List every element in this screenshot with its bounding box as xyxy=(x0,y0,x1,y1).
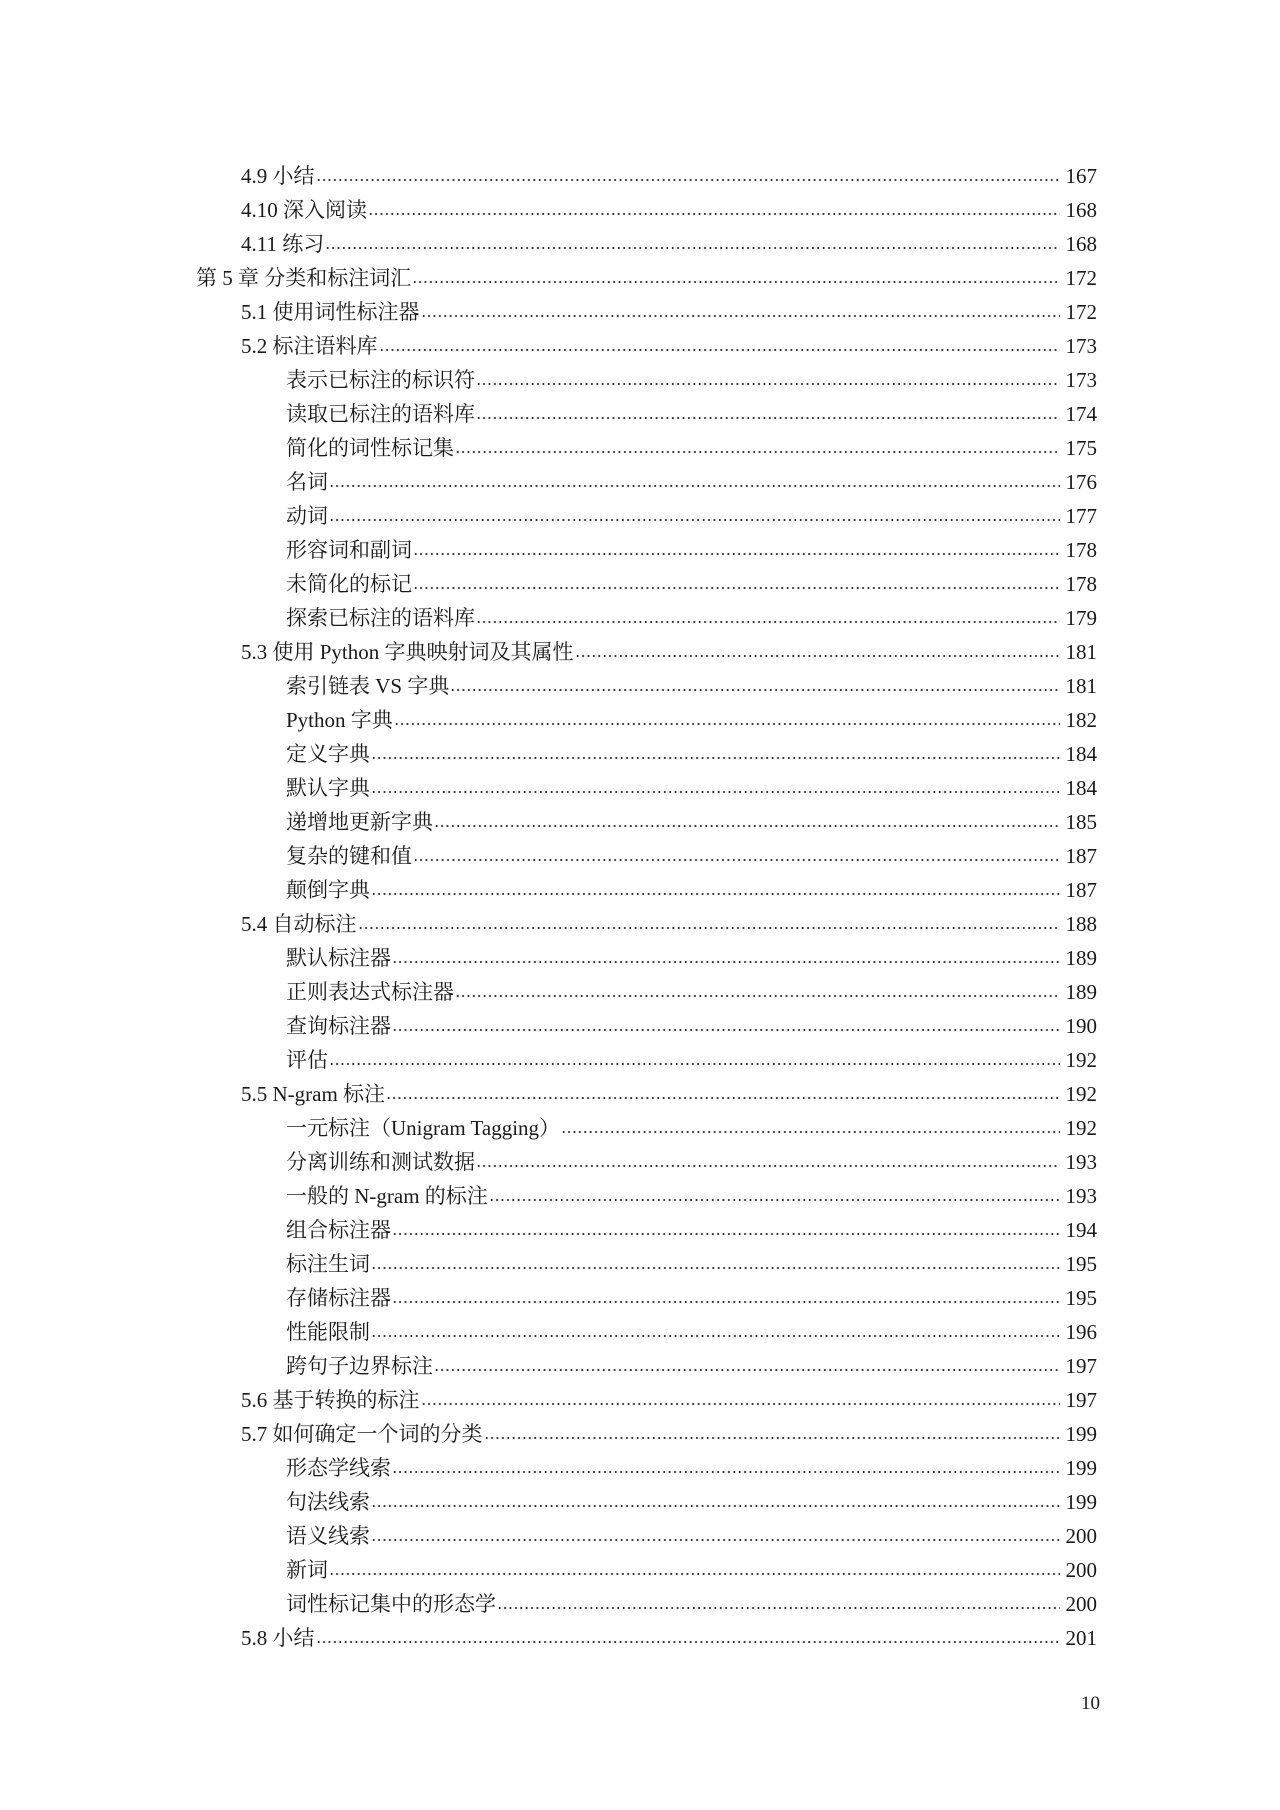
toc-entry[interactable] xyxy=(0,1276,1097,1310)
toc-entry-page: 174 xyxy=(1065,402,1097,426)
dot-leader xyxy=(434,823,1060,829)
toc-entry-title: 默认字典 xyxy=(286,776,370,800)
dot-leader xyxy=(392,1299,1060,1305)
toc-entry[interactable] xyxy=(0,1446,1097,1480)
dot-leader xyxy=(476,619,1060,625)
toc-entry-page: 173 xyxy=(1065,334,1097,358)
toc-entry[interactable] xyxy=(0,698,1097,732)
dot-leader xyxy=(386,1095,1060,1101)
dot-leader xyxy=(561,1129,1060,1135)
toc-entry-title: 5.1 使用词性标注器 xyxy=(241,300,420,324)
toc-entry-page: 194 xyxy=(1065,1218,1097,1242)
toc-entry-title: 简化的词性标记集 xyxy=(286,436,454,460)
toc-entry[interactable] xyxy=(0,1480,1097,1514)
toc-entry[interactable] xyxy=(0,392,1097,426)
toc-entry-title: 语义线索 xyxy=(286,1524,370,1548)
toc-entry-title: 标注生词 xyxy=(286,1252,370,1276)
toc-entry[interactable] xyxy=(0,766,1097,800)
dot-leader xyxy=(392,1469,1060,1475)
toc-entry-page: 188 xyxy=(1065,912,1097,936)
toc-entry-page: 173 xyxy=(1065,368,1097,392)
toc-entry-title: 第 5 章 分类和标注词汇 xyxy=(196,266,412,290)
dot-leader xyxy=(316,177,1061,183)
toc-entry-page: 192 xyxy=(1065,1048,1097,1072)
toc-entry[interactable] xyxy=(0,222,1097,256)
toc-entry-title: 句法线索 xyxy=(286,1490,370,1514)
toc-entry[interactable] xyxy=(0,1548,1097,1582)
dot-leader xyxy=(434,1367,1060,1373)
toc-entry-title: 跨句子边界标注 xyxy=(286,1354,433,1378)
toc-entry[interactable] xyxy=(0,494,1097,528)
toc-entry[interactable] xyxy=(0,664,1097,698)
toc-entry-page: 195 xyxy=(1065,1252,1097,1276)
dot-leader xyxy=(497,1605,1060,1611)
toc-entry-page: 176 xyxy=(1065,470,1097,494)
toc-entry-title: 复杂的键和值 xyxy=(286,844,412,868)
toc-entry-title: 4.10 深入阅读 xyxy=(241,198,367,222)
dot-leader xyxy=(368,211,1060,217)
toc-entry[interactable] xyxy=(0,868,1097,902)
toc-entry-page: 167 xyxy=(1065,164,1097,188)
toc-entry-title: 默认标注器 xyxy=(286,946,391,970)
toc-entry[interactable] xyxy=(0,1582,1097,1616)
toc-entry-page: 199 xyxy=(1065,1422,1097,1446)
toc-entry[interactable] xyxy=(0,1514,1097,1548)
toc-entry[interactable] xyxy=(0,324,1097,358)
toc-entry-page: 179 xyxy=(1065,606,1097,630)
toc-entry[interactable] xyxy=(0,970,1097,1004)
toc-entry[interactable] xyxy=(0,1208,1097,1242)
toc-entry-title: 5.6 基于转换的标注 xyxy=(241,1388,420,1412)
toc-entry-title: 5.4 自动标注 xyxy=(241,912,357,936)
toc-entry-page: 200 xyxy=(1065,1524,1097,1548)
toc-entry-page: 197 xyxy=(1065,1354,1097,1378)
toc-entry-title: 查询标注器 xyxy=(286,1014,391,1038)
toc-entry-page: 181 xyxy=(1065,674,1097,698)
toc-entry-page: 193 xyxy=(1065,1150,1097,1174)
toc-entry-title: 5.5 N-gram 标注 xyxy=(241,1082,386,1106)
toc-entry-title: 动词 xyxy=(286,504,328,528)
toc-entry[interactable] xyxy=(0,358,1097,392)
dot-leader xyxy=(371,1537,1060,1543)
dot-leader xyxy=(371,1333,1060,1339)
dot-leader xyxy=(484,1435,1061,1441)
toc-entry-title: 表示已标注的标识符 xyxy=(286,368,475,392)
toc-entry-title: 递增地更新字典 xyxy=(286,810,433,834)
toc-entry-title: 读取已标注的语料库 xyxy=(286,402,475,426)
toc-entry-title: 性能限制 xyxy=(286,1320,370,1344)
dot-leader xyxy=(412,279,1060,285)
toc-entry[interactable] xyxy=(0,1038,1097,1072)
dot-leader xyxy=(329,1061,1060,1067)
table-of-contents xyxy=(0,154,1280,1650)
dot-leader xyxy=(371,789,1060,795)
dot-leader xyxy=(329,1571,1060,1577)
toc-entry-page: 189 xyxy=(1065,980,1097,1004)
toc-entry[interactable] xyxy=(0,1242,1097,1276)
dot-leader xyxy=(358,925,1061,931)
toc-entry-page: 181 xyxy=(1065,640,1097,664)
toc-entry-page: 168 xyxy=(1065,232,1097,256)
dot-leader xyxy=(455,993,1060,999)
toc-entry[interactable] xyxy=(0,528,1097,562)
toc-entry-title: 名词 xyxy=(286,470,328,494)
dot-leader xyxy=(413,857,1060,863)
toc-entry[interactable] xyxy=(0,1412,1097,1446)
toc-entry[interactable] xyxy=(0,1616,1097,1650)
dot-leader xyxy=(476,415,1060,421)
dot-leader xyxy=(476,1163,1060,1169)
toc-entry[interactable] xyxy=(0,562,1097,596)
toc-entry-page: 192 xyxy=(1065,1116,1097,1140)
toc-entry-title: 5.7 如何确定一个词的分类 xyxy=(241,1422,483,1446)
toc-entry[interactable] xyxy=(0,902,1097,936)
toc-entry[interactable] xyxy=(0,188,1097,222)
toc-entry[interactable] xyxy=(0,1004,1097,1038)
toc-entry[interactable] xyxy=(0,154,1097,188)
toc-entry-title: 组合标注器 xyxy=(286,1218,391,1242)
dot-leader xyxy=(392,959,1060,965)
toc-entry-page: 192 xyxy=(1065,1082,1097,1106)
dot-leader xyxy=(455,449,1060,455)
toc-entry[interactable] xyxy=(0,290,1097,324)
toc-entry[interactable] xyxy=(0,1378,1097,1412)
dot-leader xyxy=(329,517,1060,523)
toc-entry[interactable] xyxy=(0,426,1097,460)
toc-entry-page: 187 xyxy=(1065,878,1097,902)
toc-entry-title: 定义字典 xyxy=(286,742,370,766)
toc-entry-title: 一般的 N-gram 的标注 xyxy=(286,1184,488,1208)
toc-entry-page: 187 xyxy=(1065,844,1097,868)
toc-entry[interactable] xyxy=(0,732,1097,766)
dot-leader xyxy=(371,755,1060,761)
toc-entry-page: 200 xyxy=(1065,1592,1097,1616)
toc-entry-page: 172 xyxy=(1065,266,1097,290)
toc-entry-title: 一元标注（Unigram Tagging） xyxy=(286,1116,561,1140)
toc-entry-page: 201 xyxy=(1065,1626,1097,1650)
toc-entry-title: 索引链表 VS 字典 xyxy=(286,674,450,698)
toc-entry[interactable] xyxy=(0,936,1097,970)
toc-entry-page: 184 xyxy=(1065,776,1097,800)
dot-leader xyxy=(316,1639,1061,1645)
toc-entry-title: 新词 xyxy=(286,1558,328,1582)
dot-leader xyxy=(413,551,1060,557)
dot-leader xyxy=(371,1265,1060,1271)
dot-leader xyxy=(476,381,1060,387)
toc-entry-title: 未简化的标记 xyxy=(286,572,412,596)
toc-entry[interactable] xyxy=(0,1174,1097,1208)
toc-entry[interactable] xyxy=(0,1106,1097,1140)
dot-leader xyxy=(489,1197,1060,1203)
toc-entry[interactable] xyxy=(0,596,1097,630)
toc-entry-title: 5.2 标注语料库 xyxy=(241,334,378,358)
toc-entry-page: 178 xyxy=(1065,572,1097,596)
dot-leader xyxy=(392,1231,1060,1237)
toc-entry-page: 197 xyxy=(1065,1388,1097,1412)
toc-entry-page: 178 xyxy=(1065,538,1097,562)
dot-leader xyxy=(371,891,1060,897)
toc-entry[interactable] xyxy=(0,460,1097,494)
toc-entry-page: 172 xyxy=(1065,300,1097,324)
toc-entry-page: 175 xyxy=(1065,436,1097,460)
toc-entry[interactable] xyxy=(0,256,1097,290)
toc-entry[interactable] xyxy=(0,1140,1097,1174)
toc-entry[interactable] xyxy=(0,1310,1097,1344)
toc-entry-page: 177 xyxy=(1065,504,1097,528)
toc-entry-title: 词性标记集中的形态学 xyxy=(286,1592,496,1616)
toc-entry[interactable] xyxy=(0,800,1097,834)
toc-entry-page: 168 xyxy=(1065,198,1097,222)
toc-entry-page: 182 xyxy=(1065,708,1097,732)
toc-entry-page: 185 xyxy=(1065,810,1097,834)
dot-leader xyxy=(421,313,1061,319)
toc-entry-title: 4.11 练习 xyxy=(241,232,325,256)
toc-entry-title: 存储标注器 xyxy=(286,1286,391,1310)
toc-entry-title: 5.3 使用 Python 字典映射词及其属性 xyxy=(241,640,574,664)
toc-entry-page: 190 xyxy=(1065,1014,1097,1038)
dot-leader xyxy=(421,1401,1061,1407)
toc-entry-title: 颠倒字典 xyxy=(286,878,370,902)
dot-leader xyxy=(413,585,1060,591)
dot-leader xyxy=(325,245,1060,251)
toc-entry[interactable] xyxy=(0,1344,1097,1378)
toc-entry-page: 199 xyxy=(1065,1490,1097,1514)
toc-entry[interactable] xyxy=(0,1072,1097,1106)
toc-entry-title: 5.8 小结 xyxy=(241,1626,315,1650)
dot-leader xyxy=(392,1027,1060,1033)
toc-entry-title: 形容词和副词 xyxy=(286,538,412,562)
toc-entry-page: 193 xyxy=(1065,1184,1097,1208)
page-number: 10 xyxy=(1081,1693,1100,1714)
toc-entry-page: 199 xyxy=(1065,1456,1097,1480)
toc-entry[interactable] xyxy=(0,834,1097,868)
toc-entry-title: Python 字典 xyxy=(286,708,393,732)
toc-entry-title: 评估 xyxy=(286,1048,328,1072)
dot-leader xyxy=(394,721,1060,727)
toc-entry-page: 196 xyxy=(1065,1320,1097,1344)
toc-entry-title: 分离训练和测试数据 xyxy=(286,1150,475,1174)
toc-entry[interactable] xyxy=(0,630,1097,664)
dot-leader xyxy=(371,1503,1060,1509)
toc-entry-page: 184 xyxy=(1065,742,1097,766)
toc-entry-title: 探索已标注的语料库 xyxy=(286,606,475,630)
dot-leader xyxy=(450,687,1060,693)
dot-leader xyxy=(329,483,1060,489)
toc-entry-page: 200 xyxy=(1065,1558,1097,1582)
dot-leader xyxy=(379,347,1061,353)
toc-entry-page: 189 xyxy=(1065,946,1097,970)
toc-entry-title: 形态学线索 xyxy=(286,1456,391,1480)
dot-leader xyxy=(575,653,1060,659)
toc-entry-title: 4.9 小结 xyxy=(241,164,315,188)
toc-entry-title: 正则表达式标注器 xyxy=(286,980,454,1004)
toc-entry-page: 195 xyxy=(1065,1286,1097,1310)
